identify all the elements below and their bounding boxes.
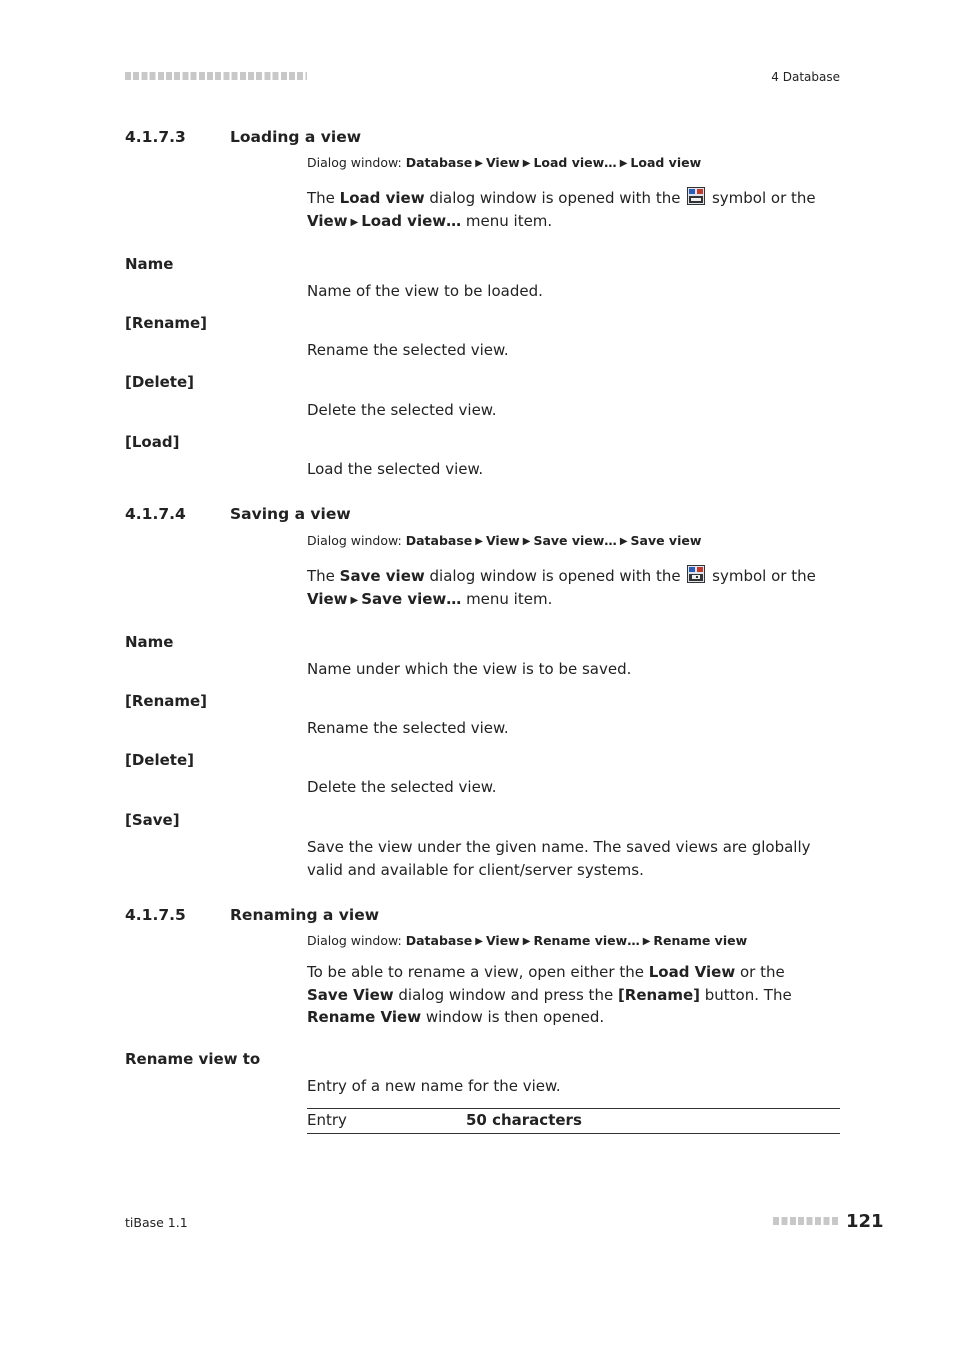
section-number: 4.1.7.5 — [125, 906, 186, 924]
param-term: [Delete] — [125, 751, 194, 769]
param-desc: Delete the selected view. — [307, 401, 497, 419]
section-number: 4.1.7.4 — [125, 505, 186, 523]
intro-paragraph: The Save view dialog window is opened with the symbol or the View ▶ Save view… menu item. — [307, 567, 816, 608]
intro-paragraph: The Load view dialog window is opened with the symbol or the View ▶ Load view… menu item. — [307, 189, 816, 230]
load-view-icon — [687, 187, 705, 205]
param-term: [Rename] — [125, 314, 208, 332]
header-decoration — [125, 72, 307, 80]
dialog-path: Dialog window: Database ▶ View ▶ Load view… ▶ Load view — [307, 155, 702, 170]
param-term: [Rename] — [125, 692, 208, 710]
param-term: Rename view to — [125, 1050, 261, 1068]
param-desc: Rename the selected view. — [307, 719, 509, 737]
param-desc: Delete the selected view. — [307, 778, 497, 796]
param-desc: Save the view under the given name. The saved views are globally valid and available for client/server systems. — [307, 838, 811, 879]
product-name: tiBase 1.1 — [125, 1215, 188, 1230]
intro-paragraph: To be able to rename a view, open either the Load View or the Save View dialog window and press the [Rename] button. The Rename View window is then opened. — [307, 963, 792, 1026]
param-desc: Name under which the view is to be saved. — [307, 660, 632, 678]
page-number: 121 — [846, 1211, 884, 1232]
entry-label: Entry — [307, 1111, 347, 1129]
dialog-path: Dialog window: Database ▶ View ▶ Save view… ▶ Save view — [307, 533, 702, 548]
param-desc: Load the selected view. — [307, 460, 484, 478]
save-view-icon — [687, 565, 705, 583]
param-term: Name — [125, 255, 174, 273]
param-term: [Save] — [125, 811, 180, 829]
section-title: Loading a view — [230, 128, 362, 146]
entry-value: 50 characters — [466, 1111, 582, 1129]
section-title: Saving a view — [230, 505, 351, 523]
param-term: [Load] — [125, 433, 180, 451]
section-title: Renaming a view — [230, 906, 380, 924]
param-term: [Delete] — [125, 373, 194, 391]
param-desc: Entry of a new name for the view. — [307, 1077, 561, 1095]
dialog-path: Dialog window: Database ▶ View ▶ Rename view… ▶ Rename view — [307, 933, 748, 948]
section-number: 4.1.7.3 — [125, 128, 186, 146]
chapter-title: 4 Database — [771, 70, 840, 84]
param-desc: Rename the selected view. — [307, 341, 509, 359]
footer-decoration — [773, 1217, 840, 1225]
entry-table — [307, 1108, 840, 1134]
param-term: Name — [125, 633, 174, 651]
param-desc: Name of the view to be loaded. — [307, 282, 543, 300]
